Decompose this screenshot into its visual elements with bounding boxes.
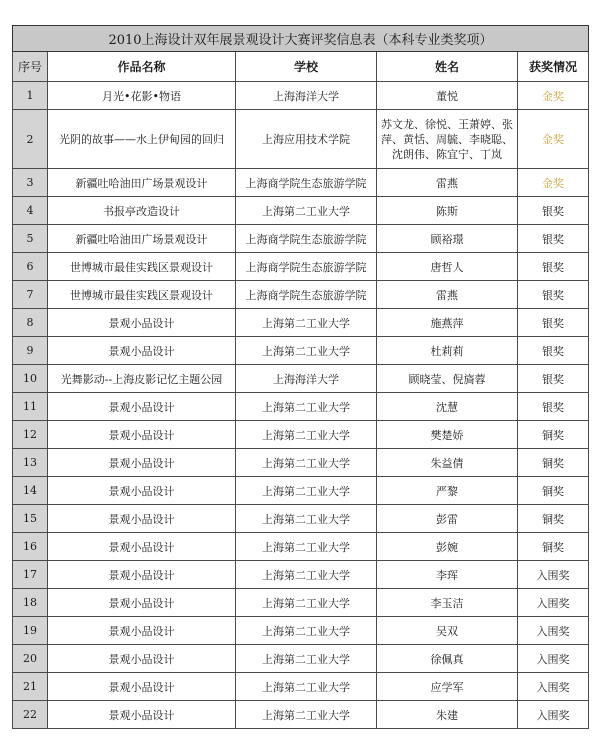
table-row bbox=[13, 169, 589, 197]
cell-index: 21 bbox=[13, 673, 48, 701]
cell-name: 顾裕璟 bbox=[377, 225, 518, 253]
cell-index: 18 bbox=[13, 589, 48, 617]
cell-school: 上海第二工业大学 bbox=[236, 589, 377, 617]
cell-name: 李玉洁 bbox=[377, 589, 518, 617]
table-row bbox=[13, 505, 589, 533]
cell-name: 顾晓莹、倪旖蓉 bbox=[377, 365, 518, 393]
table-row bbox=[13, 253, 589, 281]
table-row bbox=[13, 589, 589, 617]
table-row bbox=[13, 197, 589, 225]
cell-award: 金奖 bbox=[518, 169, 589, 197]
table-row bbox=[13, 281, 589, 309]
cell-award: 铜奖 bbox=[518, 421, 589, 449]
cell-school: 上海应用技术学院 bbox=[236, 110, 377, 169]
cell-work-title: 月光•花影•物语 bbox=[48, 82, 236, 110]
cell-name: 董悦 bbox=[377, 82, 518, 110]
header-index: 序号 bbox=[13, 52, 48, 82]
cell-award: 入围奖 bbox=[518, 673, 589, 701]
cell-school: 上海第二工业大学 bbox=[236, 197, 377, 225]
cell-index: 14 bbox=[13, 477, 48, 505]
cell-index: 8 bbox=[13, 309, 48, 337]
cell-work-title: 景观小品设计 bbox=[48, 617, 236, 645]
table-row bbox=[13, 337, 589, 365]
cell-name: 樊楚娇 bbox=[377, 421, 518, 449]
cell-name: 吴双 bbox=[377, 617, 518, 645]
cell-award: 银奖 bbox=[518, 393, 589, 421]
cell-index: 10 bbox=[13, 365, 48, 393]
cell-index: 22 bbox=[13, 701, 48, 729]
cell-award: 银奖 bbox=[518, 253, 589, 281]
cell-index: 5 bbox=[13, 225, 48, 253]
cell-index: 20 bbox=[13, 645, 48, 673]
cell-school: 上海第二工业大学 bbox=[236, 617, 377, 645]
cell-index: 7 bbox=[13, 281, 48, 309]
cell-award: 入围奖 bbox=[518, 561, 589, 589]
header-work: 作品名称 bbox=[48, 52, 236, 82]
cell-name: 朱益倩 bbox=[377, 449, 518, 477]
cell-work-title: 光舞影动--上海皮影记忆主题公园 bbox=[48, 365, 236, 393]
cell-index: 13 bbox=[13, 449, 48, 477]
header-school: 学校 bbox=[236, 52, 377, 82]
cell-school: 上海海洋大学 bbox=[236, 365, 377, 393]
table-row bbox=[13, 225, 589, 253]
cell-school: 上海海洋大学 bbox=[236, 82, 377, 110]
cell-name: 朱建 bbox=[377, 701, 518, 729]
cell-work-title: 景观小品设计 bbox=[48, 533, 236, 561]
cell-work-title: 书报亭改造设计 bbox=[48, 197, 236, 225]
cell-index: 15 bbox=[13, 505, 48, 533]
cell-name: 雷燕 bbox=[377, 281, 518, 309]
cell-index: 1 bbox=[13, 82, 48, 110]
cell-award: 入围奖 bbox=[518, 589, 589, 617]
cell-award: 入围奖 bbox=[518, 701, 589, 729]
cell-school: 上海第二工业大学 bbox=[236, 337, 377, 365]
cell-school: 上海第二工业大学 bbox=[236, 561, 377, 589]
cell-school: 上海商学院生态旅游学院 bbox=[236, 169, 377, 197]
cell-award: 银奖 bbox=[518, 309, 589, 337]
cell-award: 铜奖 bbox=[518, 449, 589, 477]
cell-school: 上海第二工业大学 bbox=[236, 673, 377, 701]
title-row bbox=[13, 26, 589, 52]
cell-name: 应学军 bbox=[377, 673, 518, 701]
table-row bbox=[13, 82, 589, 110]
cell-index: 4 bbox=[13, 197, 48, 225]
table-row bbox=[13, 617, 589, 645]
header-row bbox=[13, 52, 589, 82]
cell-name: 杜莉莉 bbox=[377, 337, 518, 365]
cell-name: 彭婉 bbox=[377, 533, 518, 561]
cell-award: 入围奖 bbox=[518, 645, 589, 673]
cell-award: 金奖 bbox=[518, 110, 589, 169]
cell-name: 施燕萍 bbox=[377, 309, 518, 337]
cell-name: 陈斯 bbox=[377, 197, 518, 225]
table-row bbox=[13, 645, 589, 673]
cell-name: 严黎 bbox=[377, 477, 518, 505]
cell-index: 16 bbox=[13, 533, 48, 561]
cell-work-title: 新疆吐哈油田广场景观设计 bbox=[48, 225, 236, 253]
cell-school: 上海第二工业大学 bbox=[236, 645, 377, 673]
cell-award: 入围奖 bbox=[518, 617, 589, 645]
cell-award: 铜奖 bbox=[518, 505, 589, 533]
cell-award: 金奖 bbox=[518, 82, 589, 110]
cell-name: 彭雷 bbox=[377, 505, 518, 533]
cell-index: 11 bbox=[13, 393, 48, 421]
cell-name: 雷燕 bbox=[377, 169, 518, 197]
cell-index: 17 bbox=[13, 561, 48, 589]
cell-school: 上海第二工业大学 bbox=[236, 701, 377, 729]
cell-award: 银奖 bbox=[518, 281, 589, 309]
cell-name: 沈慧 bbox=[377, 393, 518, 421]
cell-work-title: 景观小品设计 bbox=[48, 393, 236, 421]
cell-work-title: 新疆吐哈油田广场景观设计 bbox=[48, 169, 236, 197]
cell-index: 19 bbox=[13, 617, 48, 645]
table-row bbox=[13, 533, 589, 561]
cell-school: 上海第二工业大学 bbox=[236, 477, 377, 505]
header-award: 获奖情况 bbox=[518, 52, 589, 82]
table-row bbox=[13, 561, 589, 589]
table-row bbox=[13, 393, 589, 421]
cell-school: 上海商学院生态旅游学院 bbox=[236, 281, 377, 309]
cell-name: 李珲 bbox=[377, 561, 518, 589]
cell-index: 6 bbox=[13, 253, 48, 281]
table-title: 2010上海设计双年展景观设计大赛评奖信息表（本科专业类奖项） bbox=[13, 26, 589, 52]
cell-index: 3 bbox=[13, 169, 48, 197]
table-row bbox=[13, 110, 589, 169]
cell-award: 银奖 bbox=[518, 197, 589, 225]
cell-school: 上海第二工业大学 bbox=[236, 449, 377, 477]
header-name: 姓名 bbox=[377, 52, 518, 82]
table-row bbox=[13, 449, 589, 477]
cell-work-title: 景观小品设计 bbox=[48, 449, 236, 477]
cell-award: 铜奖 bbox=[518, 533, 589, 561]
cell-work-title: 世博城市最佳实践区景观设计 bbox=[48, 253, 236, 281]
cell-work-title: 世博城市最佳实践区景观设计 bbox=[48, 281, 236, 309]
table-row bbox=[13, 673, 589, 701]
cell-school: 上海第二工业大学 bbox=[236, 533, 377, 561]
table-row bbox=[13, 365, 589, 393]
cell-award: 银奖 bbox=[518, 225, 589, 253]
table-row bbox=[13, 309, 589, 337]
award-table bbox=[12, 25, 589, 729]
cell-work-title: 景观小品设计 bbox=[48, 421, 236, 449]
cell-work-title: 景观小品设计 bbox=[48, 645, 236, 673]
cell-work-title: 景观小品设计 bbox=[48, 561, 236, 589]
cell-school: 上海第二工业大学 bbox=[236, 505, 377, 533]
cell-index: 12 bbox=[13, 421, 48, 449]
cell-work-title: 景观小品设计 bbox=[48, 589, 236, 617]
cell-school: 上海第二工业大学 bbox=[236, 393, 377, 421]
cell-name: 唐哲人 bbox=[377, 253, 518, 281]
cell-award: 银奖 bbox=[518, 337, 589, 365]
cell-name: 苏文龙、徐悦、王萧婷、张萍、黄恬、周毓、李晓聪、沈朗伟、陈宜宁、丁岚 bbox=[377, 110, 518, 169]
cell-work-title: 景观小品设计 bbox=[48, 673, 236, 701]
table-row bbox=[13, 701, 589, 729]
cell-name: 徐佩真 bbox=[377, 645, 518, 673]
cell-work-title: 景观小品设计 bbox=[48, 701, 236, 729]
cell-school: 上海商学院生态旅游学院 bbox=[236, 225, 377, 253]
cell-work-title: 景观小品设计 bbox=[48, 505, 236, 533]
cell-award: 铜奖 bbox=[518, 477, 589, 505]
table-row bbox=[13, 477, 589, 505]
cell-index: 9 bbox=[13, 337, 48, 365]
cell-work-title: 景观小品设计 bbox=[48, 309, 236, 337]
cell-school: 上海商学院生态旅游学院 bbox=[236, 253, 377, 281]
cell-index: 2 bbox=[13, 110, 48, 169]
cell-school: 上海第二工业大学 bbox=[236, 421, 377, 449]
cell-award: 银奖 bbox=[518, 365, 589, 393]
cell-work-title: 景观小品设计 bbox=[48, 477, 236, 505]
cell-school: 上海第二工业大学 bbox=[236, 309, 377, 337]
cell-work-title: 景观小品设计 bbox=[48, 337, 236, 365]
cell-work-title: 光阴的故事——水上伊甸园的回归 bbox=[48, 110, 236, 169]
table-row bbox=[13, 421, 589, 449]
